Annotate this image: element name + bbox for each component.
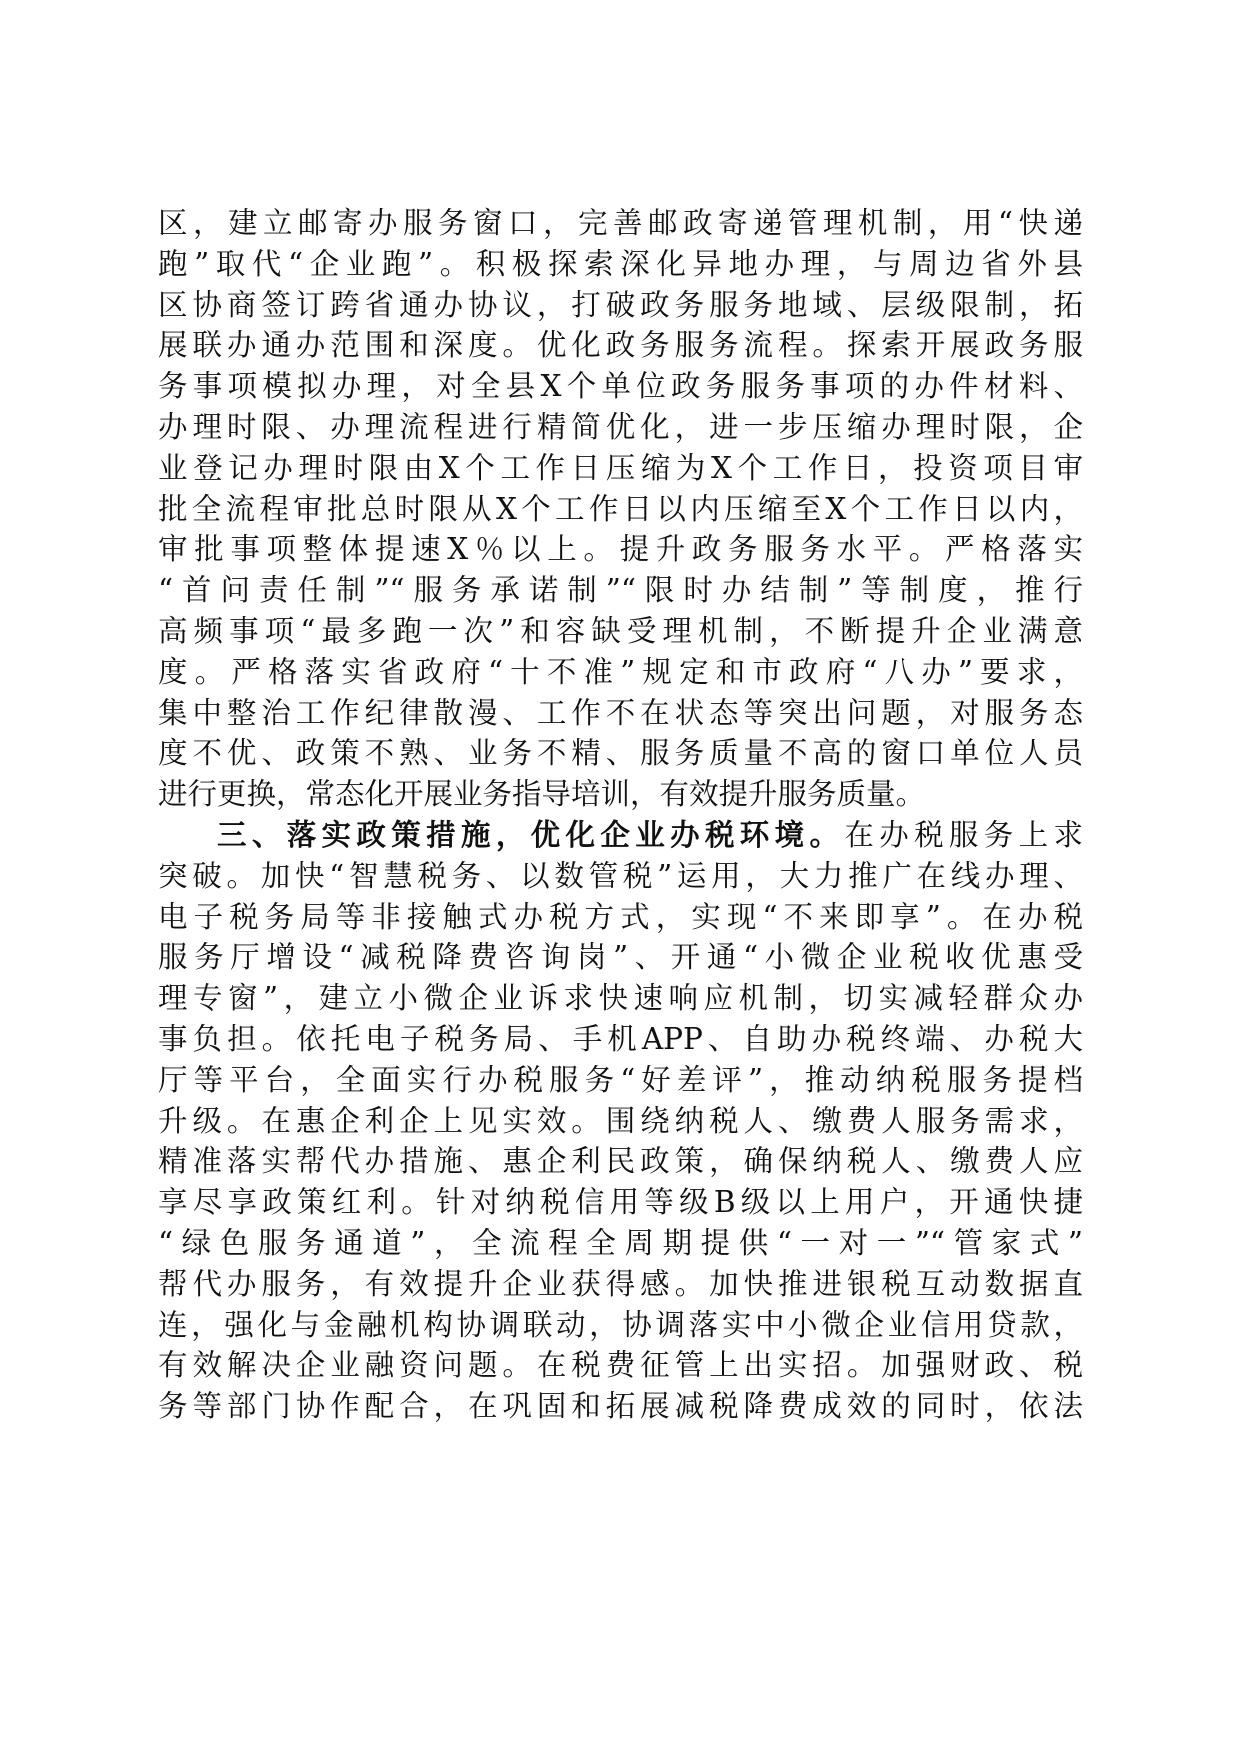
text-line: 展联办通办范围和深度。优化政务服务流程。探索开展政务服 — [158, 328, 1083, 363]
text-line: 区，建立邮寄办服务窗口，完善邮政寄递管理机制，用“快递 — [158, 206, 1083, 240]
text-line: 集中整治工作纪律散漫、工作不在状态等突出问题，对服务态 — [158, 695, 1083, 730]
text-line: 电子税务局等非接触式办税方式，实现“不来即享”。在办税 — [158, 899, 1083, 934]
section-heading-line — [158, 815, 1083, 856]
text-line: 办理时限、办理流程进行精简优化，进一步压缩办理时限，企 — [158, 409, 1083, 444]
text-line: 务等部门协作配合，在巩固和拓展减税降费成效的同时，依法 — [158, 1389, 1083, 1424]
text-line: 审批事项整体提速X％以上。提升政务服务水平。严格落实 — [158, 532, 1083, 567]
text-line: 度不优、政策不熟、业务不精、服务质量不高的窗口单位人员 — [158, 736, 1083, 771]
text-line: 突破。加快“智慧税务、以数管税”运用，大力推广在线办理、 — [158, 858, 1083, 893]
text-line: 连，强化与金融机构协调联动，协调落实中小微企业信用贷款， — [158, 1307, 1083, 1342]
text-line: 事负担。依托电子税务局、手机APP、自助办税终端、办税大 — [158, 1021, 1083, 1056]
text-line: 务事项模拟办理，对全县X个单位政务服务事项的办件材料、 — [158, 369, 1083, 404]
text-line: 度。严格落实省政府“十不准”规定和市政府“八办”要求， — [158, 654, 1083, 689]
text-line: 厅等平台，全面实行办税服务“好差评”，推动纳税服务提档 — [158, 1062, 1083, 1097]
text-line: 有效解决企业融资问题。在税费征管上出实招。加强财政、税 — [158, 1348, 1083, 1383]
text-line: 享尽享政策红利。针对纳税信用等级B级以上用户，开通快捷 — [158, 1185, 1083, 1220]
text-line: 进行更换，常态化开展业务指导培训，有效提升服务质量。 — [158, 777, 926, 812]
text-line: 帮代办服务，有效提升企业获得感。加快推进银税互动数据直 — [158, 1266, 1083, 1301]
text-line: “绿色服务通道”，全流程全周期提供“一对一”“管家式” — [158, 1225, 1083, 1260]
text-line: 业登记办理时限由X个工作日压缩为X个工作日，投资项目审 — [158, 450, 1083, 485]
text-line: 批全流程审批总时限从X个工作日以内压缩至X个工作日以内， — [158, 491, 1083, 526]
text-line: 高频事项“最多跑一次”和容缺受理机制，不断提升企业满意 — [158, 613, 1083, 648]
section-heading: 三、落实政策措施，优化企业办税环境。 — [217, 817, 845, 852]
text-line: 区协商签订跨省通办协议，打破政务服务地域、层级限制，拓 — [158, 287, 1083, 322]
text-line: 升级。在惠企利企上见实效。围绕纳税人、缴费人服务需求， — [158, 1103, 1083, 1138]
text-line: “首问责任制”“服务承诺制”“限时办结制”等制度，推行 — [158, 573, 1083, 608]
section-lead-text: 在办税服务上求 — [844, 817, 1083, 852]
text-line: 跑”取代“企业跑”。积极探索深化异地办理，与周边省外县 — [158, 246, 1083, 281]
text-line: 理专窗”，建立小微企业诉求快速响应机制，切实减轻群众办 — [158, 981, 1083, 1016]
text-line: 精准落实帮代办措施、惠企利民政策，确保纳税人、缴费人应 — [158, 1144, 1083, 1179]
text-line: 服务厅增设“减税降费咨询岗”、开通“小微企业税收优惠受 — [158, 940, 1083, 975]
body-text — [158, 203, 1083, 1427]
